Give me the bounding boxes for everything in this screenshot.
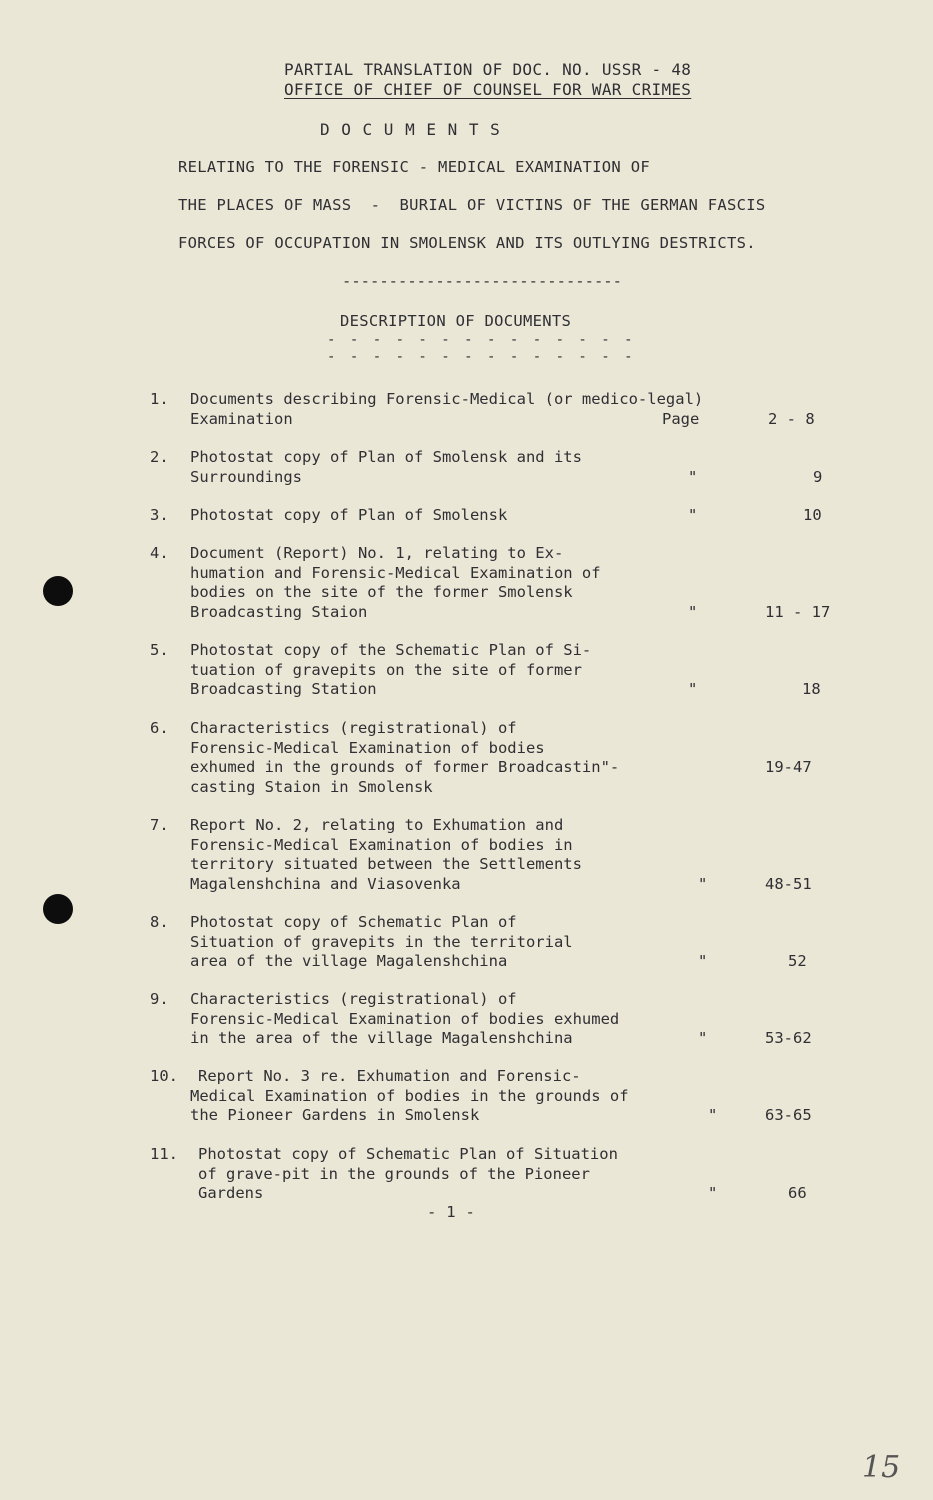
item-line: Surroundings [190,467,302,486]
ditto-mark: " [688,506,698,524]
punch-hole [43,576,73,606]
item-number: 1. [150,390,169,408]
ditto-mark: " [708,1106,718,1124]
subtitle-line-1: RELATING TO THE FORENSIC - MEDICAL EXAMINATION OF [178,158,650,176]
item-line: bodies on the site of the former Smolensk [190,583,573,601]
item-number: 9. [150,990,169,1008]
item-line: Medical Examination of bodies in the grounds of [190,1086,629,1105]
page-range: 10 [803,506,822,524]
item-line: the Pioneer Gardens in Smolensk [190,1106,480,1124]
page-range: 9 [813,467,823,486]
item-line: Magalenshchina and Viasovenka [190,874,461,893]
ditto-mark: " [698,952,708,970]
item-number: 2. [150,448,169,466]
item-number: 8. [150,913,169,931]
page-range: 19-47 [765,758,812,776]
ditto-mark: " [688,602,698,621]
item-line: Gardens [198,1184,264,1202]
page-range: 48-51 [765,874,812,893]
description-heading: DESCRIPTION OF DOCUMENTS [340,312,572,330]
page-range: 52 [788,952,807,970]
item-line: Photostat copy of Schematic Plan of [190,913,517,931]
item-line: area of the village Magalenshchina [190,952,508,970]
item-line: Forensic-Medical Examination of bodies in [190,835,573,854]
item-line: of grave-pit in the grounds of the Pioneer [198,1164,590,1183]
item-number: 6. [150,719,169,737]
item-line: Characteristics (registrational) of [190,990,517,1008]
item-number: 11. [150,1145,178,1163]
item-line: Report No. 3 re. Exhumation and Forensic- [198,1067,581,1085]
item-line: Photostat copy of Plan of Smolensk [190,506,508,524]
separator-line: ------------------------------ [342,272,622,290]
item-line: Examination [190,409,293,428]
item-number: 3. [150,506,169,524]
item-line: exhumed in the grounds of former Broadcastin"- [190,758,620,776]
punch-hole [43,894,73,924]
item-line: in the area of the village Magalenshchina [190,1029,573,1047]
heading-dashes: - - - - - - - - - - - - - - [327,332,636,348]
item-line: Characteristics (registrational) of [190,719,517,737]
item-line: humation and Forensic-Medical Examination of [190,563,601,582]
documents-title: D O C U M E N T S [320,120,501,139]
page-range: 11 - 17 [765,602,831,621]
item-line: territory situated between the Settlements [190,855,582,873]
item-line: Broadcasting Staion [190,602,368,621]
item-line: Forensic-Medical Examination of bodies exhumed [190,1009,620,1028]
subtitle-line-2: THE PLACES OF MASS - BURIAL OF VICTINS OF THE GERMAN FASCIS [178,196,766,214]
item-line: Document (Report) No. 1, relating to Ex- [190,544,564,562]
heading-dashes: - - - - - - - - - - - - - - [327,349,636,365]
item-line: Photostat copy of Plan of Smolensk and its [190,448,582,466]
item-line: tuation of gravepits on the site of former [190,660,582,679]
header-doc-number: PARTIAL TRANSLATION OF DOC. NO. USSR - 48 [284,60,692,79]
ditto-mark: " [708,1184,718,1202]
item-line: Documents describing Forensic-Medical (or medico-legal) [190,390,704,408]
item-line: Report No. 2, relating to Exhumation and [190,816,564,834]
page-range: 2 - 8 [768,409,815,428]
ditto-mark: " [688,467,698,486]
item-line: Situation of gravepits in the territorial [190,932,573,951]
subtitle-line-3: FORCES OF OCCUPATION IN SMOLENSK AND ITS OUTLYING DESTRICTS. [178,234,756,252]
item-number: 7. [150,816,169,834]
item-number: 10. [150,1067,178,1085]
page-number: - 1 - [427,1203,476,1221]
header-office: OFFICE OF CHIEF OF COUNSEL FOR WAR CRIMES [284,80,692,99]
item-number: 5. [150,641,169,659]
ditto-mark: " [698,874,708,893]
page-range: 66 [788,1184,807,1202]
item-number: 4. [150,544,169,562]
page-range: 63-65 [765,1106,812,1124]
item-line: casting Staion in Smolensk [190,777,433,796]
ditto-mark: " [688,680,698,698]
ditto-mark: " [698,1029,708,1047]
item-line: Broadcasting Station [190,680,377,698]
handwritten-page-mark: 15 [862,1450,901,1485]
page-range: 18 [802,680,821,698]
item-line: Photostat copy of the Schematic Plan of Si- [190,641,592,659]
item-line: Photostat copy of Schematic Plan of Situation [198,1145,618,1163]
item-line: Forensic-Medical Examination of bodies [190,738,545,757]
page-range: 53-62 [765,1029,812,1047]
page-label: Page [662,409,700,428]
